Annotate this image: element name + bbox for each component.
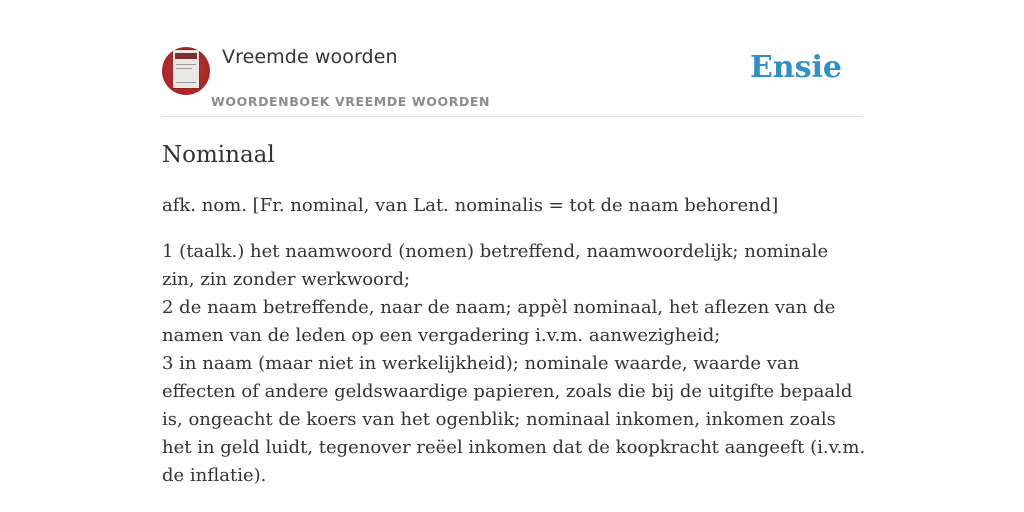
book-cover-line	[176, 68, 192, 69]
entry-etymology: afk. nom. [Fr. nominal, van Lat. nominalis = tot de naam behorend]	[162, 195, 779, 216]
book-cover-title-band	[175, 53, 197, 59]
book-cover-line	[176, 82, 196, 83]
book-cover-line	[176, 64, 196, 65]
definition-item: 3 in naam (maar niet in werkelijkheid); nominale waarde, waarde van effecten of andere geldswaardige papieren, zoals die bij de uitgifte bepaald is, ongeacht de koers van het ogenblik; nominaal inkomen, inkomen zoals het in geld luidt, tegenover reëel inkomen dat de koopkracht aangeeft (i.v.m. de inflatie).	[162, 353, 866, 486]
entry-title: Nominaal	[162, 142, 275, 168]
definition-item: 2 de naam betreffende, naar de naam; appèl nominaal, het aflezen van de namen van de leden op een vergadering i.v.m. aanwezigheid;	[162, 297, 836, 346]
ensie-logo[interactable]: Ensie	[749, 50, 842, 85]
book-cover	[173, 50, 199, 88]
header	[162, 44, 862, 117]
entry-definitions	[162, 238, 866, 490]
book-cover-icon[interactable]	[162, 47, 210, 95]
source-title[interactable]: Vreemde woorden	[222, 46, 398, 68]
definition-item: 1 (taalk.) het naamwoord (nomen) betreffend, naamwoordelijk; nominale zin, zin zonder werkwoord;	[162, 241, 829, 290]
entry-content	[162, 138, 866, 490]
source-subtitle: WOORDENBOEK VREEMDE WOORDEN	[211, 94, 491, 109]
